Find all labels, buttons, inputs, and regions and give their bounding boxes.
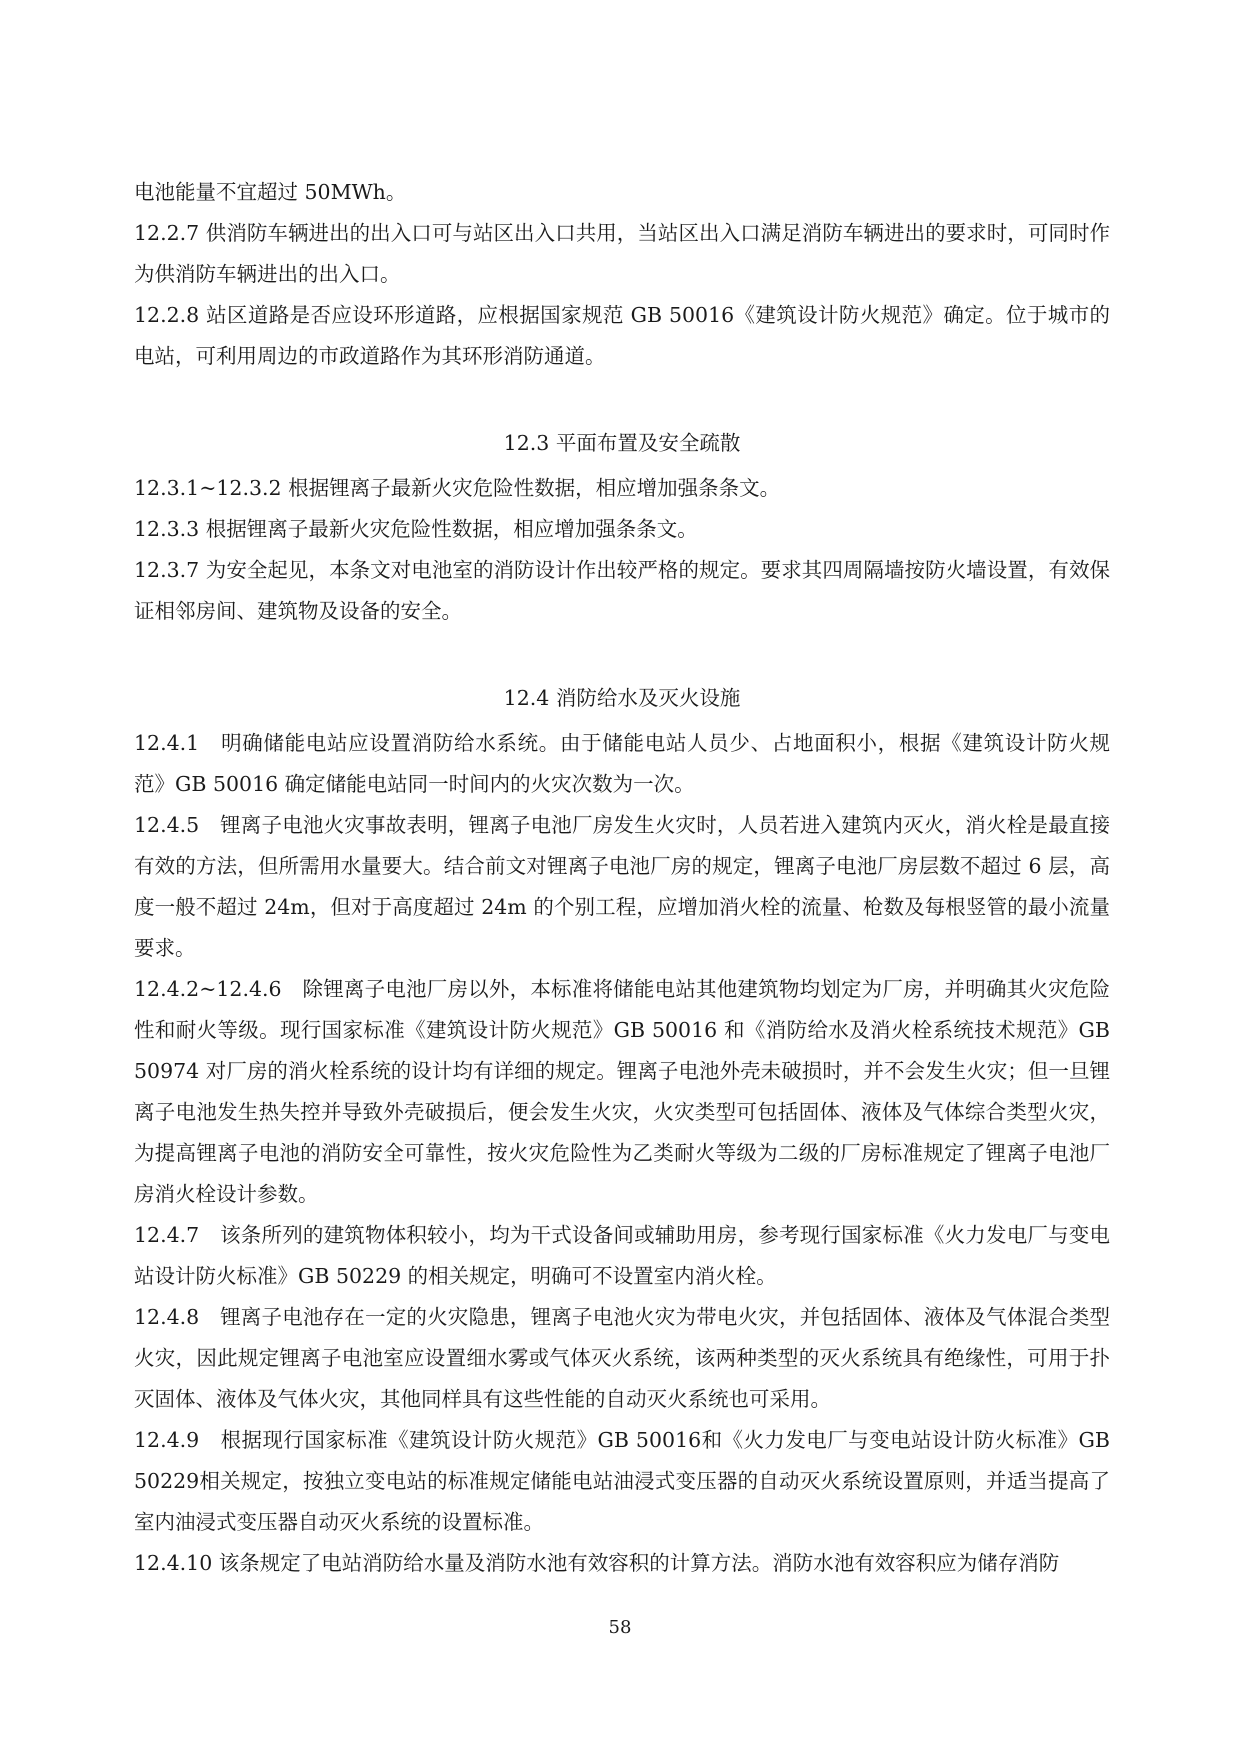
section-heading-12-3: 12.3 平面布置及安全疏散 [503, 431, 741, 455]
section-heading-12-4: 12.4 消防给水及灭火设施 [503, 686, 741, 710]
paragraph-12-4-9: 12.4.9 根据现行国家标准《建筑设计防火规范》GB 50016和《火力发电厂与变电站设计防火标准》GB 50229相关规定，按独立变电站的标准规定储能电站油浸式变压器的自动灭火系统设置原则，并适当提高了室内油浸式变压器自动灭火系统的设置标准。 [134, 1428, 1110, 1534]
paragraph-12-4-8: 12.4.8 锂离子电池存在一定的火灾隐患，锂离子电池火灾为带电火灾，并包括固体、液体及气体混合类型火灾，因此规定锂离子电池室应设置细水雾或气体灭火系统，该两种类型的灭火系统具有绝缘性，可用于扑灭固体、液体及气体火灾，其他同样具有这些性能的自动灭火系统也可采用。 [134, 1305, 1110, 1411]
paragraph-12-4-1: 12.4.1 明确储能电站应设置消防给水系统。由于储能电站人员少、占地面积小，根据《建筑设计防火规范》GB 50016 确定储能电站同一时间内的火灾次数为一次。 [134, 731, 1110, 796]
paragraph-battery-energy: 电池能量不宜超过 50MWh。 [134, 180, 407, 204]
paragraph-12-3-7: 12.3.7 为安全起见，本条文对电池室的消防设计作出较严格的规定。要求其四周隔墙按防火墙设置，有效保证相邻房间、建筑物及设备的安全。 [134, 558, 1110, 623]
paragraph-12-4-5: 12.4.5 锂离子电池火灾事故表明，锂离子电池厂房发生火灾时，人员若进入建筑内灭火，消火栓是最直接有效的方法，但所需用水量要大。结合前文对锂离子电池厂房的规定，锂离子电池厂房层数不超过 6 层，高度一般不超过 24m，但对于高度超过 24m 的个别工程，应增加消火栓的流量、枪数及每根竖管的最小流量要求。 [134, 813, 1110, 960]
paragraph-12-3-1: 12.3.1~12.3.2 根据锂离子最新火灾危险性数据，相应增加强条条文。 [134, 476, 781, 500]
paragraph-12-3-3: 12.3.3 根据锂离子最新火灾危险性数据，相应增加强条条文。 [134, 517, 698, 541]
paragraph-12-4-10: 12.4.10 该条规定了电站消防给水量及消防水池有效容积的计算方法。消防水池有效容积应为储存消防 [134, 1551, 1060, 1575]
paragraph-12-2-7: 12.2.7 供消防车辆进出的出入口可与站区出入口共用，当站区出入口满足消防车辆进出的要求时，可同时作为供消防车辆进出的出入口。 [134, 221, 1110, 286]
paragraph-12-4-2: 12.4.2~12.4.6 除锂离子电池厂房以外，本标准将储能电站其他建筑物均划定为厂房，并明确其火灾危险性和耐火等级。现行国家标准《建筑设计防火规范》GB 50016 和《消防给水及消火栓系统技术规范》GB 50974 对厂房的消火栓系统的设计均有详细的规定。锂离子电池外壳未破损时，并不会发生火灾；但一旦锂离子电池发生热失控并导致外壳破损后，便会发生火灾，火灾类型可包括固体、液体及气体综合类型火灾，为提高锂离子电池的消防安全可靠性，按火灾危险性为乙类耐火等级为二级的厂房标准规定了锂离子电池厂房消火栓设计参数。 [134, 977, 1110, 1206]
paragraph-12-4-7: 12.4.7 该条所列的建筑物体积较小，均为干式设备间或辅助用房，参考现行国家标准《火力发电厂与变电站设计防火标准》GB 50229 的相关规定，明确可不设置室内消火栓。 [134, 1223, 1110, 1288]
paragraph-12-2-8: 12.2.8 站区道路是否应设环形道路，应根据国家规范 GB 50016《建筑设计防火规范》确定。位于城市的电站，可利用周边的市政道路作为其环形消防通道。 [134, 303, 1110, 368]
document-body [134, 172, 1110, 1584]
page-number: 58 [608, 1617, 632, 1638]
